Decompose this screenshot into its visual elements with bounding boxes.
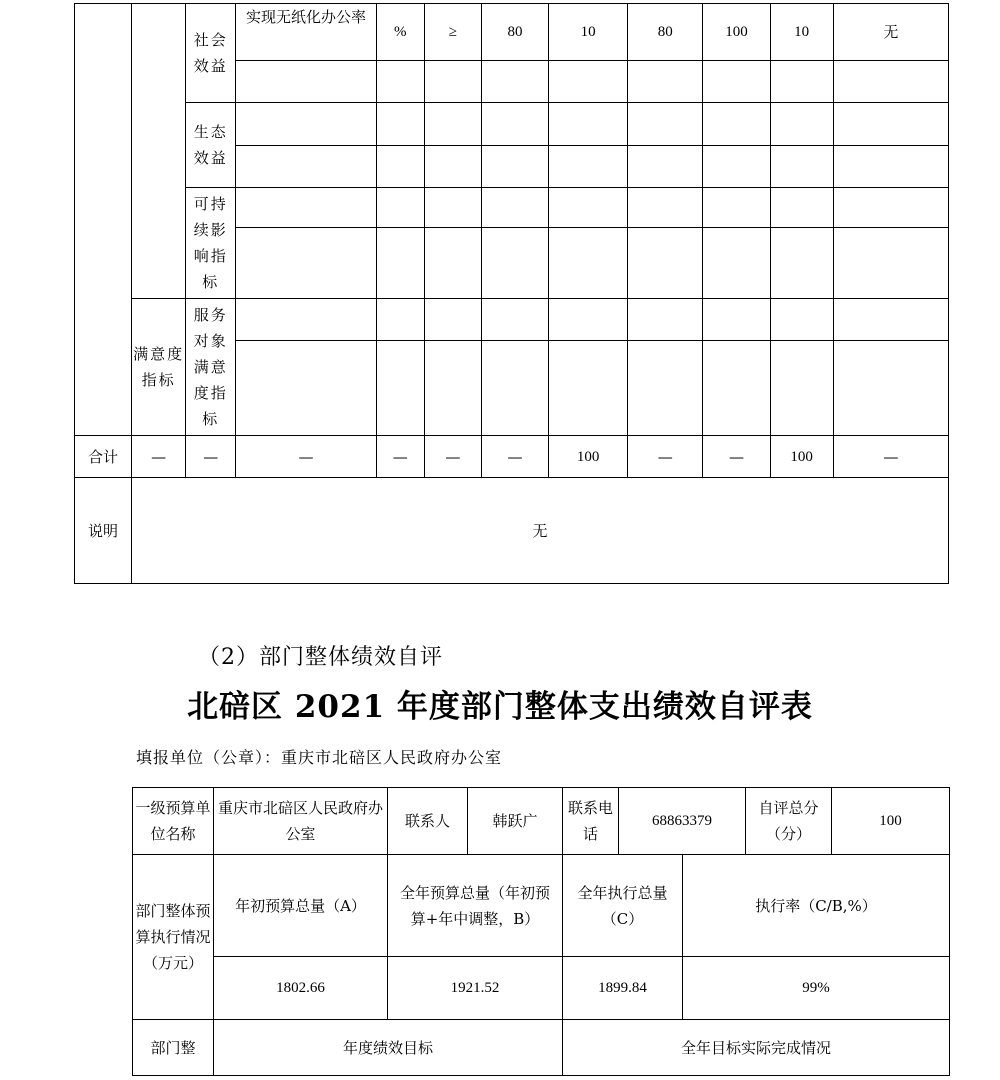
social-benefit-label: 社会效益: [186, 4, 236, 103]
execution-rate-value: 99%: [683, 957, 950, 1020]
unit-name-label: 一级预算单位名称: [133, 788, 214, 855]
col-execution-rate: 执行率（C/B,%）: [683, 855, 950, 957]
self-score-value: 100: [832, 788, 950, 855]
social-metric-value: 80: [481, 4, 548, 61]
phone-value: 68863379: [619, 788, 746, 855]
explain-value: 无: [132, 478, 949, 584]
annual-budget-value: 1921.52: [388, 957, 563, 1020]
total-cell: —: [424, 436, 481, 478]
upper-outer-cell: [75, 4, 132, 436]
filling-unit-line: 填报单位（公章）：重庆市北碚区人民政府办公室: [136, 748, 503, 767]
total-cell: —: [833, 436, 948, 478]
total-cell: —: [628, 436, 703, 478]
social-metric-weight: 10: [549, 4, 628, 61]
total-cell: —: [132, 436, 186, 478]
total-cell: —: [481, 436, 548, 478]
social-metric-target: 80: [628, 4, 703, 61]
total-cell: —: [236, 436, 376, 478]
initial-budget-value: 1802.66: [214, 957, 388, 1020]
col-annual-execution: 全年执行总量（C）: [563, 855, 683, 957]
contact-label: 联系人: [388, 788, 468, 855]
col-initial-budget: 年初预算总量（A）: [214, 855, 388, 957]
service-satisfaction-label: 服务对象满意度指标: [186, 299, 236, 436]
upper-benefit-cell: [132, 4, 186, 299]
budget-exec-label: 部门整体预算执行情况（万元）: [133, 855, 214, 1020]
total-label: 合计: [75, 436, 132, 478]
sustain-impact-label: 可持续影响指标: [186, 188, 236, 299]
total-cell: —: [703, 436, 770, 478]
total-score: 100: [770, 436, 833, 478]
section-heading: （2）部门整体绩效自评: [198, 645, 443, 670]
self-score-label: 自评总分（分）: [746, 788, 832, 855]
dept-overall-label: 部门整: [133, 1020, 214, 1076]
social-metric-operator: ≥: [424, 4, 481, 61]
upper-performance-table: [74, 3, 949, 584]
social-metric-name: 实现无纸化办公率: [236, 4, 376, 61]
social-metric-unit: %: [376, 4, 424, 61]
unit-name-value: 重庆市北碚区人民政府办公室: [214, 788, 388, 855]
satisfaction-label: 满意度指标: [132, 299, 186, 436]
total-cell: —: [186, 436, 236, 478]
main-title: 北碚区 2021 年度部门整体支出绩效自评表: [187, 689, 813, 725]
total-weight: 100: [549, 436, 628, 478]
annual-goal-label: 年度绩效目标: [214, 1020, 563, 1076]
annual-execution-value: 1899.84: [563, 957, 683, 1020]
department-budget-table: [132, 787, 950, 1076]
col-annual-budget: 全年预算总量（年初预算+年中调整，B）: [388, 855, 563, 957]
social-metric-actual: 100: [703, 4, 770, 61]
eco-benefit-label: 生态效益: [186, 103, 236, 188]
contact-name: 韩跃广: [468, 788, 563, 855]
phone-label: 联系电话: [563, 788, 619, 855]
social-metric-score: 10: [770, 4, 833, 61]
social-metric-note: 无: [833, 4, 948, 61]
total-cell: —: [376, 436, 424, 478]
explain-label: 说明: [75, 478, 132, 584]
actual-completion-label: 全年目标实际完成情况: [563, 1020, 950, 1076]
